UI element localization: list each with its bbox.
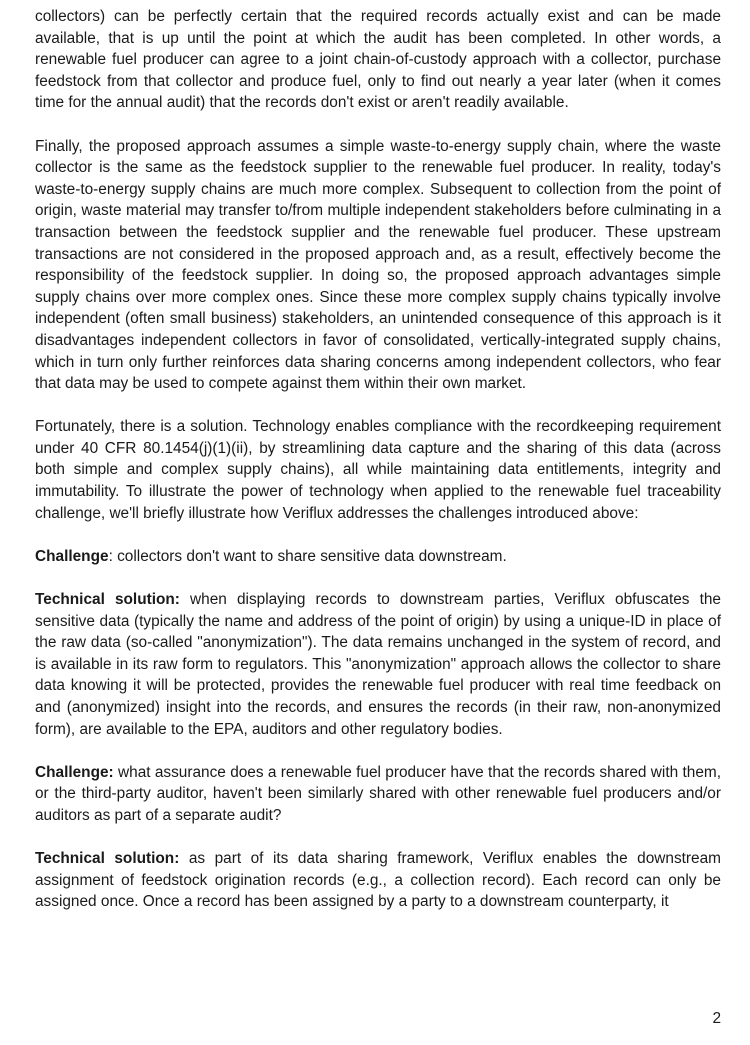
paragraph-text: Finally, the proposed approach assumes a simple waste-to-energy supply chain, where the waste collector is the same as the feedstock supplier to the renewable fuel producer. In reality, today's waste-to-energy supply chains are much more complex. Subsequent to collection from the point of origin, waste material may transfer to/from multiple independent stakeholders before culminating in a transaction between the feedstock supplier and the renewable fuel producer. These upstream transactions are not considered in the proposed approach and, as a result, effectively become the responsibility of the feedstock supplier. In doing so, the proposed approach advantages simple supply chains over more complex ones. Since these more complex supply chains typically involve independent (often small business) stakeholders, an unintended consequence of this approach is it disadvantages independent collectors in favor of consolidated, vertically-integrated supply chains, which in turn only further reinforces data sharing concerns among independent collectors, who fear that data may be used to compete against them within their own market. [35, 137, 721, 393]
paragraph-text: as part of its data sharing framework, Veriflux enables the downstream assignment of feedstock origination records (e.g., a collection record). Each record can only be assigned once. Once a record has been assigned by a party to a downstream counterparty, it [35, 850, 721, 911]
paragraph-text: when displaying records to downstream parties, Veriflux obfuscates the sensitive data (typically the name and address of the point of origin) by using a unique-ID in place of the raw data (so-called "anonymization"). The data remains unchanged in the system of record, and is available in its raw form to regulators. This "anonymization" approach allows the collector to share data knowing it will be protected, provides the renewable fuel producer with real time feedback on and (anonymized) insight into the records, and ensures the records (in their raw, non-anonymized form), are available to the EPA, auditors and other regulatory bodies. [35, 591, 721, 738]
challenge-label: Challenge [35, 547, 109, 565]
document-page [35, 0, 721, 935]
challenge-paragraph [35, 762, 721, 827]
page-number: 2 [712, 1010, 721, 1027]
paragraph-text: Fortunately, there is a solution. Technology enables compliance with the recordkeeping requirement under 40 CFR 80.1454(j)(1)(ii), by streamlining data capture and the sharing of this data (across both simple and complex supply chains), all while maintaining data entitlements, integrity and immutability. To illustrate the power of technology when applied to the renewable fuel traceability challenge, we'll briefly illustrate how Veriflux addresses the challenges introduced above: [35, 418, 721, 522]
paragraph-text: collectors) can be perfectly certain that the required records actually exist and can be made available, that is up until the point at which the audit has been completed. In other words, a renewable fuel producer can agree to a joint chain-of-custody approach with a collector, purchase feedstock from that collector and produce fuel, only to find out nearly a year later (when it comes time for the annual audit) that the records don't exist or aren't readily available. [35, 8, 721, 112]
challenge-paragraph [35, 546, 721, 568]
solution-paragraph [35, 848, 721, 913]
body-paragraph [35, 416, 721, 524]
solution-label: Technical solution: [35, 850, 180, 868]
paragraph-text: what assurance does a renewable fuel producer have that the records shared with them, or the third-party auditor, haven't been similarly shared with other renewable fuel producers and/or auditors as part of a separate audit? [35, 763, 721, 824]
body-paragraph [35, 6, 721, 114]
body-paragraph [35, 136, 721, 395]
paragraph-text: : collectors don't want to share sensitive data downstream. [108, 547, 507, 565]
solution-paragraph [35, 589, 721, 740]
solution-label: Technical solution: [35, 591, 180, 609]
challenge-label: Challenge: [35, 763, 114, 781]
